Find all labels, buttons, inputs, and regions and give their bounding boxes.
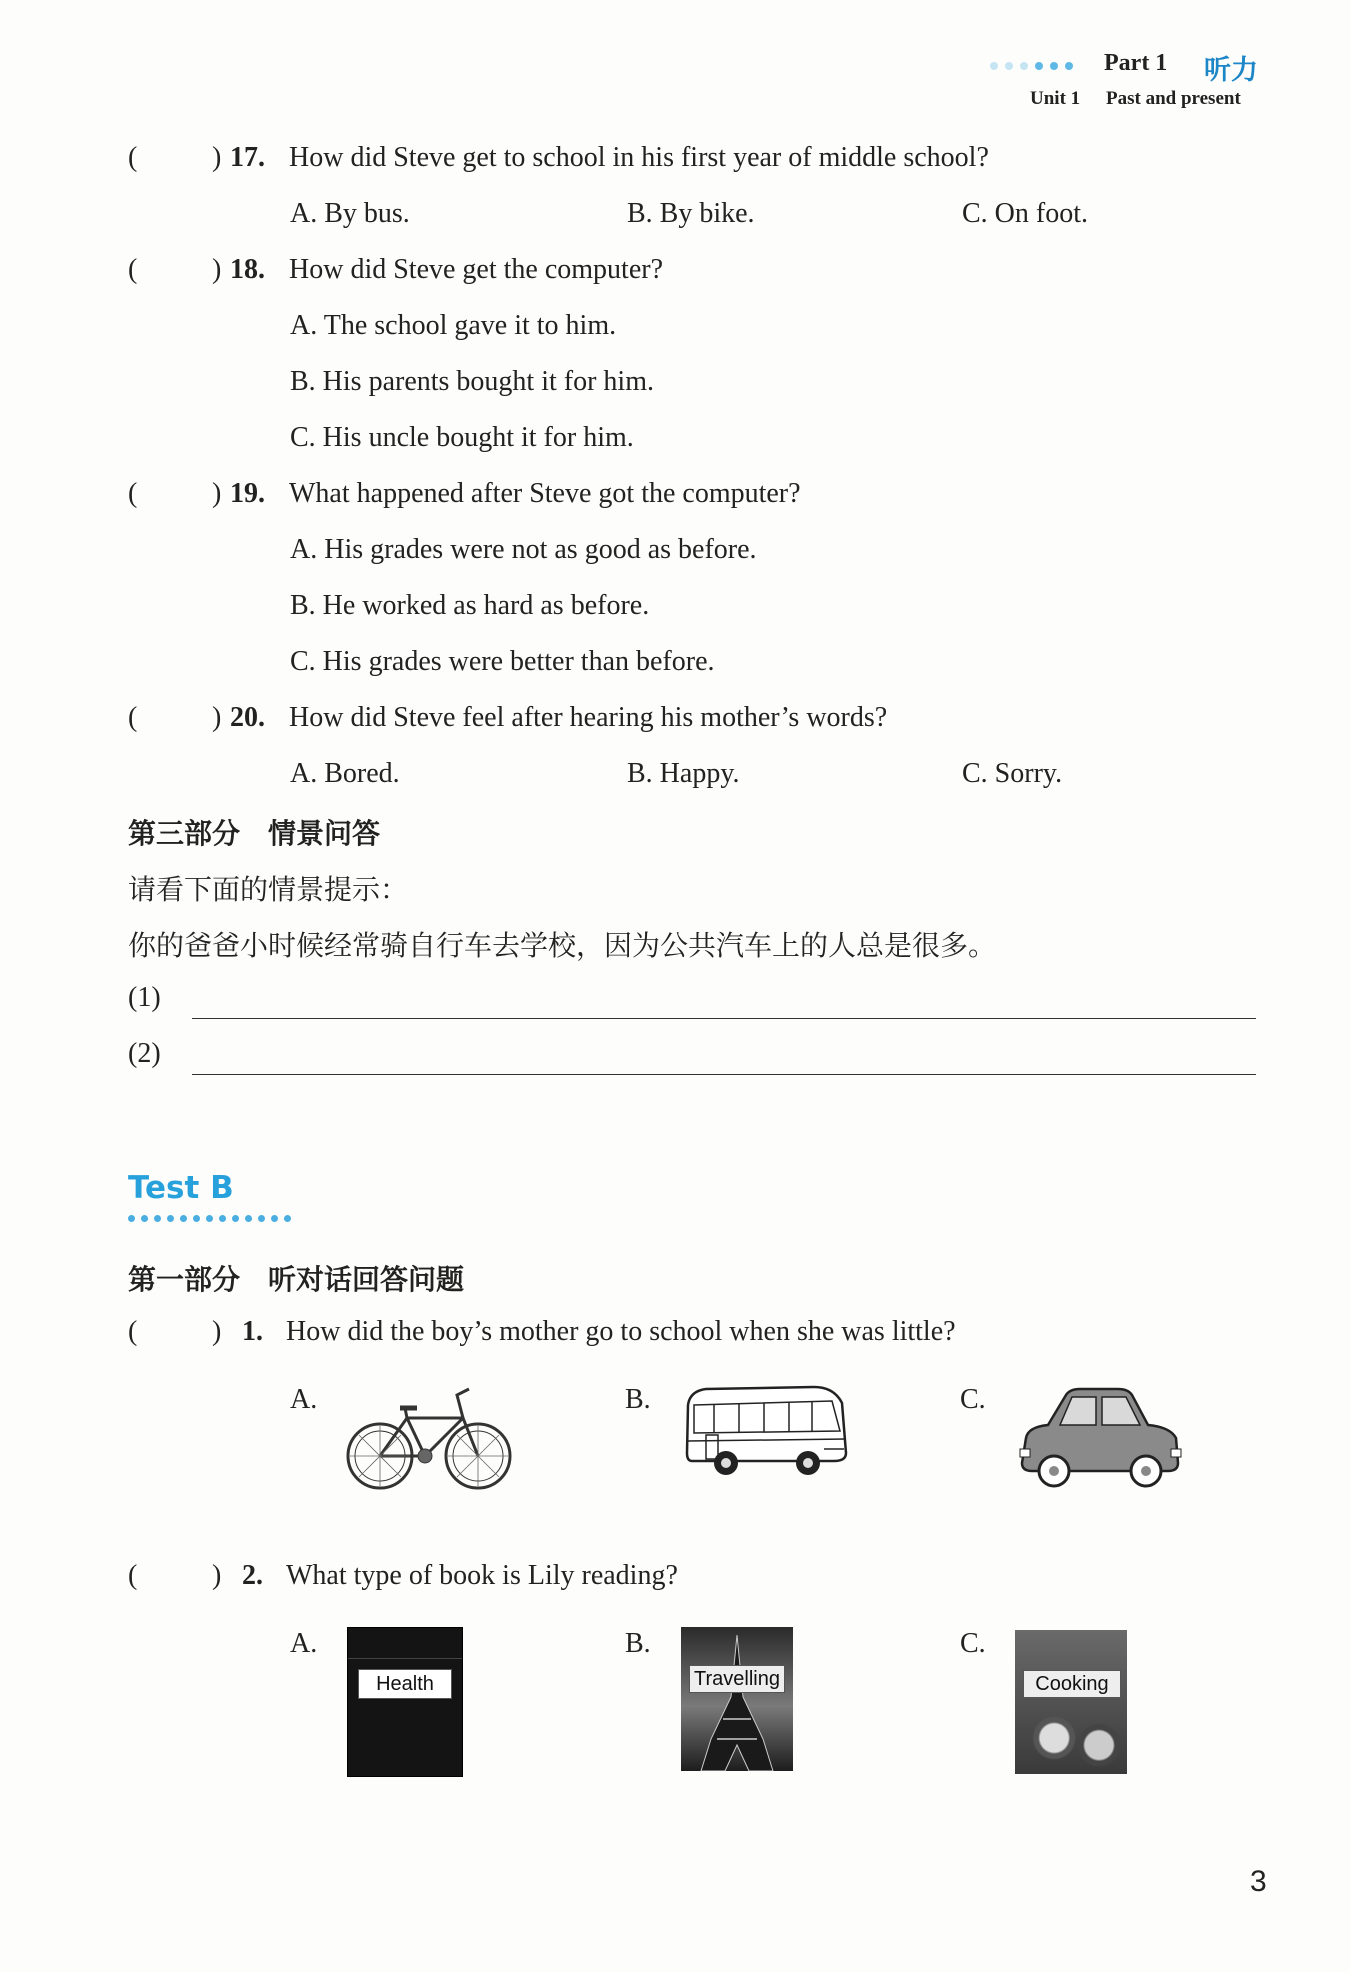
option-c: C. His grades were better than before. <box>290 646 715 677</box>
cooking-book-cover[interactable] <box>1015 1630 1127 1774</box>
option-b: B. Happy. <box>627 758 740 789</box>
answer-bracket-close: ) <box>212 1560 222 1591</box>
question-number: 2. <box>242 1560 263 1591</box>
question-text: How did Steve get to school in his first year of middle school? <box>289 142 989 173</box>
answer-line-1[interactable] <box>192 1018 1256 1019</box>
header-unit-title: Past and present <box>1106 88 1241 109</box>
option-c: C. His uncle bought it for him. <box>290 422 634 453</box>
answer-label-2: (2) <box>128 1038 161 1069</box>
option-a: A. By bus. <box>290 198 410 229</box>
answer-bracket-open[interactable]: ( <box>128 1316 138 1347</box>
header-section: 听力 <box>1204 55 1258 86</box>
health-book-cover[interactable] <box>347 1627 463 1777</box>
part3-prompt-text: 你的爸爸小时候经常骑自行车去学校，因为公共汽车上的人总是很多。 <box>128 929 997 962</box>
header-part: Part 1 <box>1104 50 1168 76</box>
option-b: B. <box>625 1384 651 1415</box>
option-b: B. His parents bought it for him. <box>290 366 654 397</box>
book-label: Health <box>358 1669 452 1699</box>
book-label: Travelling <box>689 1665 785 1693</box>
question-text: How did the boy’s mother go to school when she was little? <box>286 1316 956 1347</box>
option-a: A. His grades were not as good as before. <box>290 534 757 565</box>
question-number: 1. <box>242 1316 263 1347</box>
option-c: C. On foot. <box>962 198 1088 229</box>
book-label: Cooking <box>1023 1670 1121 1698</box>
test-b-title: Test B <box>128 1170 234 1206</box>
question-number: 20. <box>230 702 265 733</box>
header-dots <box>990 62 1073 70</box>
part3-prompt-label: 请看下面的情景提示： <box>128 873 409 906</box>
question-text: What happened after Steve got the computer? <box>289 478 801 509</box>
option-a: A. Bored. <box>290 758 400 789</box>
option-c: C. Sorry. <box>962 758 1063 789</box>
test-b-part1-heading: 第一部分 听对话回答问题 <box>128 1263 465 1296</box>
test-b-dots <box>128 1215 291 1222</box>
answer-bracket-open[interactable]: ( <box>128 142 138 173</box>
travelling-book-cover[interactable] <box>681 1627 793 1771</box>
answer-bracket-close: ) <box>212 142 222 173</box>
answer-bracket-open[interactable]: ( <box>128 702 138 733</box>
option-c: C. <box>960 1628 986 1659</box>
answer-bracket-open[interactable]: ( <box>128 254 138 285</box>
question-number: 19. <box>230 478 265 509</box>
question-text: What type of book is Lily reading? <box>286 1560 678 1591</box>
option-c: C. <box>960 1384 986 1415</box>
question-text: How did Steve feel after hearing his mother’s words? <box>289 702 888 733</box>
part3-heading: 第三部分 情景问答 <box>128 817 381 850</box>
question-number: 17. <box>230 142 265 173</box>
bus-icon[interactable] <box>684 1383 849 1483</box>
answer-line-2[interactable] <box>192 1074 1256 1075</box>
question-number: 18. <box>230 254 265 285</box>
eiffel-tower-icon <box>681 1627 793 1771</box>
option-b: B. By bike. <box>627 198 755 229</box>
answer-bracket-close: ) <box>212 254 222 285</box>
answer-bracket-open[interactable]: ( <box>128 1560 138 1591</box>
answer-label-1: (1) <box>128 982 161 1013</box>
page-number: 3 <box>1250 1865 1267 1898</box>
option-b: B. He worked as hard as before. <box>290 590 650 621</box>
cover-script-decoration <box>348 1636 462 1659</box>
header-unit: Unit 1 <box>1030 88 1081 109</box>
bicycle-icon[interactable] <box>345 1383 515 1498</box>
option-a: A. <box>290 1384 318 1415</box>
option-b: B. <box>625 1628 651 1659</box>
option-a: A. The school gave it to him. <box>290 310 617 341</box>
question-text: How did Steve get the computer? <box>289 254 664 285</box>
answer-bracket-close: ) <box>212 702 222 733</box>
option-a: A. <box>290 1628 318 1659</box>
answer-bracket-open[interactable]: ( <box>128 478 138 509</box>
car-icon[interactable] <box>1018 1383 1183 1493</box>
answer-bracket-close: ) <box>212 1316 222 1347</box>
answer-bracket-close: ) <box>212 478 222 509</box>
